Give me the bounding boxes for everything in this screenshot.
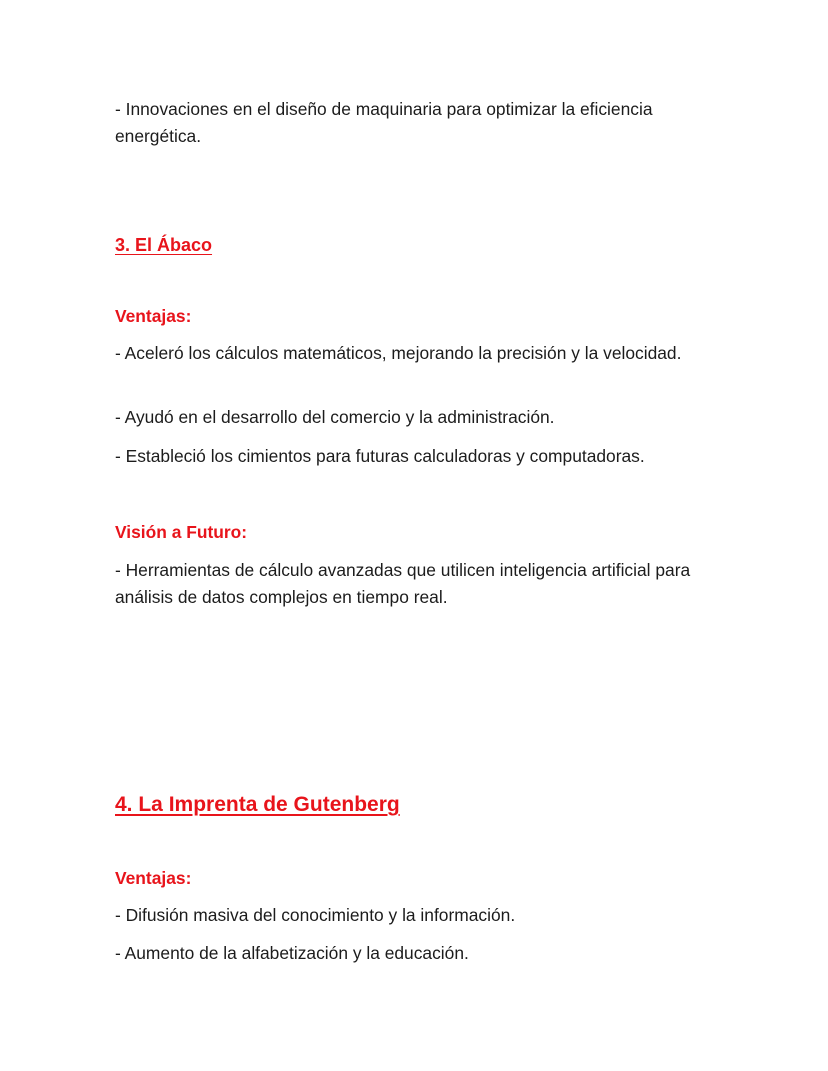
section-3-future-label: Visión a Futuro: <box>115 522 248 542</box>
section-4-advantage-item: - Difusión masiva del conocimiento y la información. <box>115 905 516 925</box>
section-3-advantage-item: - Estableció los cimientos para futuras calculadoras y computadoras. <box>115 446 645 466</box>
section-4-advantage-item: - Aumento de la alfabetización y la educación. <box>115 943 469 963</box>
section-3-advantage-item: - Aceleró los cálculos matemáticos, mejorando la precisión y la velocidad. <box>115 343 682 363</box>
section-3-future-item: - Herramientas de cálculo avanzadas que utilicen inteligencia artificial para análisis de datos complejos en tiempo real. <box>115 560 691 607</box>
section-3-advantage-item: - Ayudó en el desarrollo del comercio y la administración. <box>115 407 555 427</box>
section-4-advantages-label: Ventajas: <box>115 868 192 888</box>
section-3-advantages-label: Ventajas: <box>115 306 192 326</box>
section-3-title: 3. El Ábaco <box>115 235 213 255</box>
section-4-title: 4. La Imprenta de Gutenberg <box>115 793 400 816</box>
intro-bullet: - Innovaciones en el diseño de maquinaria para optimizar la eficiencia energética. <box>115 99 653 146</box>
